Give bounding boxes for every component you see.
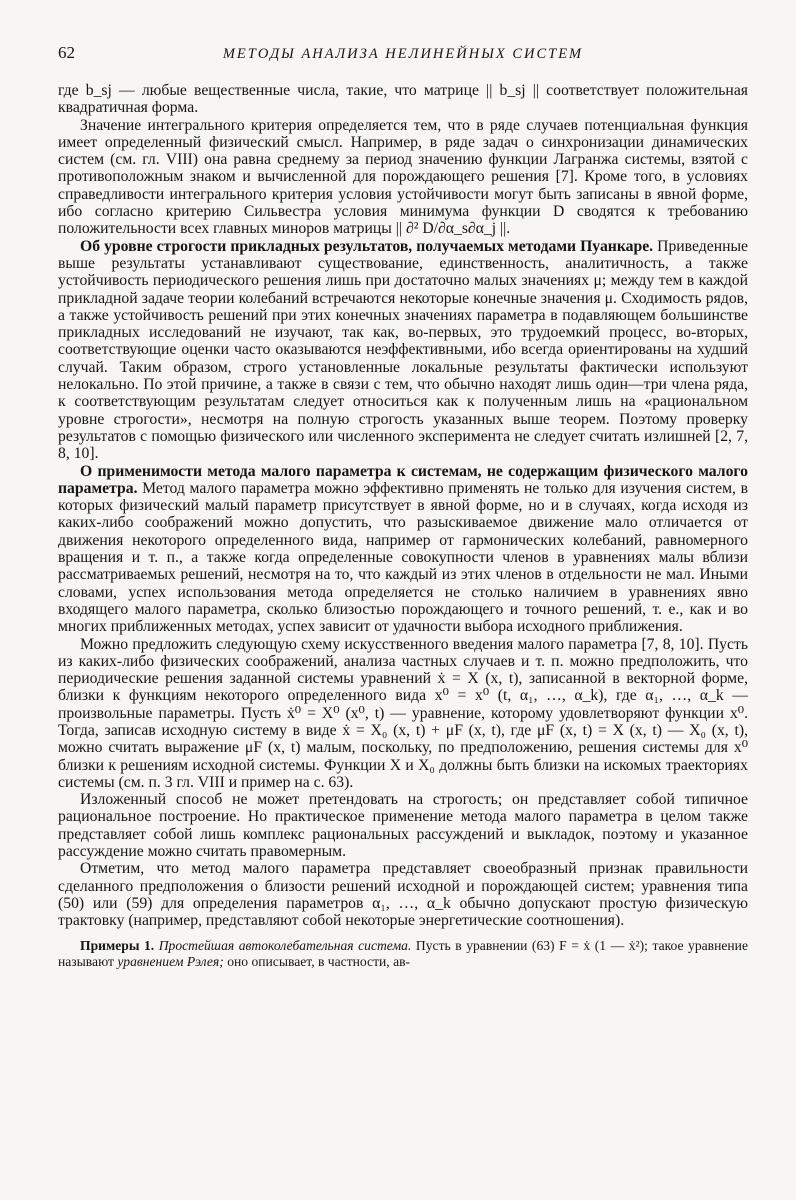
paragraph-6: Изложенный способ не может претендовать на строгость; он представляет собой типичное рациональное построение. Но практическое применение метода малого параметра в целом также представляет собой лишь комплекс рациональных рассуждений и выкладок, поэтому и указанное рассуждение можно считать правомерным.	[58, 791, 748, 861]
page-number: 62	[58, 43, 75, 62]
page-header	[58, 44, 748, 74]
example-title-2: уравнением Рэлея;	[117, 954, 224, 970]
section-heading-applicability: О применимости метода малого параметра к системам, не содержащим физического малого параметра.	[58, 462, 748, 497]
paragraph-3	[58, 238, 748, 463]
example-paragraph	[58, 938, 748, 971]
paragraph-3-text: Приведенные выше результаты устанавливают существование, единственность, аналитичность, а также устойчивость периодического решения лишь при достаточно малых значениях μ; между тем в каждой прикладной задаче теории колебаний встречаются некоторые конечные значения μ. Сходимость рядов, а также устойчивость решений при этих конечных значениях параметра в подавляющем большинстве прикладных исследований не изучают, так как, во-первых, это трудоемкий процесс, во-вторых, соответствующие оценки часто оказываются неэффективными, ибо всегда ориентированы на худший случай. Таким образом, строго установленные локальные результаты фактически используют нелокально. По этой причине, а также в связи с тем, что обычно находят лишь один—три члена ряда, к соответствующим результатам следует относиться как к полученным лишь на «рациональном уровне строгости», несмотря на полную строгость указанных выше теорем. Поэтому проверку результатов с помощью физического или численного эксперимента не следует считать излишней [2, 7, 8, 10].	[58, 237, 748, 463]
paragraph-5: Можно предложить следующую схему искусственного введения малого параметра [7, 8, 10]. Пусть из каких-либо физических соображений, анализа частных случаев и т. п. можно предположить, что периодические решения заданной системы уравнений ẋ = X (x, t), записанной в векторной форме, близки к функциям некоторого определенного вида x⁰ = x⁰ (t, α₁, …, α_k), где α₁, …, α_k — произвольные параметры. Пусть ẋ⁰ = X⁰ (x⁰, t) — уравнение, которому удовлетворяют функции x⁰. Тогда, записав исходную систему в виде ẋ = X₀ (x, t) + μF (x, t), где μF (x, t) = X (x, t) — X₀ (x, t), можно считать выражение μF (x, t) малым, поскольку, по предположению, решения системы для x⁰ близки к решениям исходной системы. Функции X и X₀ должны быть близки на искомых траекториях системы (см. п. 3 гл. VIII и пример на с. 63).	[58, 635, 748, 791]
paragraph-1: где b_sj — любые вещественные числа, такие, что матрице || b_sj || соответствует положительная квадратичная форма.	[58, 82, 748, 117]
paragraph-7: Отметим, что метод малого параметра представляет своеобразный признак правильности сделанного предположения о близости решений исходной и порождающей систем; уравнения типа (50) или (59) для определения параметров α₁, …, α_k обычно допускают простую физическую трактовку (например, представляют собой некоторые энергетические соотношения).	[58, 860, 748, 930]
paragraph-4	[58, 463, 748, 636]
section-heading-rigor: Об уровне строгости прикладных результатов, получаемых методами Пуанкаре.	[80, 237, 654, 255]
paragraph-4-text: Метод малого параметра можно эффективно применять не только для изучения систем, в которых физический малый параметр присутствует в явной форме, но и в случаях, когда исходя из каких-либо соображений можно допустить, что разыскиваемое движение мало отличается от движения некоторого определенного вида, например от гармонических колебаний, равномерного вращения и т. п., а также когда определенные совокупности членов в уравнениях малы вблизи рассматриваемых решений, несмотря на то, что каждый из этих членов в отдельности не мал. Иными словами, успех использования метода определяется не столько наличием в уравнениях явно входящего малого параметра, сколько близостью порождающего и точного решений, т. е., как и во многих приближенных методах, успех зависит от удачности выбора исходного приближения.	[58, 479, 748, 636]
example-text-2: оно описывает, в частности, ав-	[227, 954, 411, 970]
example-text-1: Пусть в уравнении (63) F = ẋ (1 — ẋ²); такое уравнение называют	[58, 937, 748, 970]
running-title: МЕТОДЫ АНАЛИЗА НЕЛИНЕЙНЫХ СИСТЕМ	[222, 46, 584, 62]
example-title: Простейшая автоколебательная система.	[158, 937, 412, 953]
example-heading: Примеры 1.	[80, 937, 155, 953]
paragraph-2: Значение интегрального критерия определяется тем, что в ряде случаев потенциальная функция имеет определенный физический смысл. Например, в ряде задач о синхронизации динамических систем (см. гл. VIII) она равна среднему за период значению функции Лагранжа системы, взятой с противоположным знаком и вычисленной для порождающего решения [7]. Кроме того, в условиях справедливости интегрального критерия условия устойчивости могут быть записаны в явной форме, ибо согласно критерию Сильвестра условия минимума функции D сводятся к требованию положительности всех главных миноров матрицы || ∂² D/∂α_s∂α_j ||.	[58, 116, 749, 238]
